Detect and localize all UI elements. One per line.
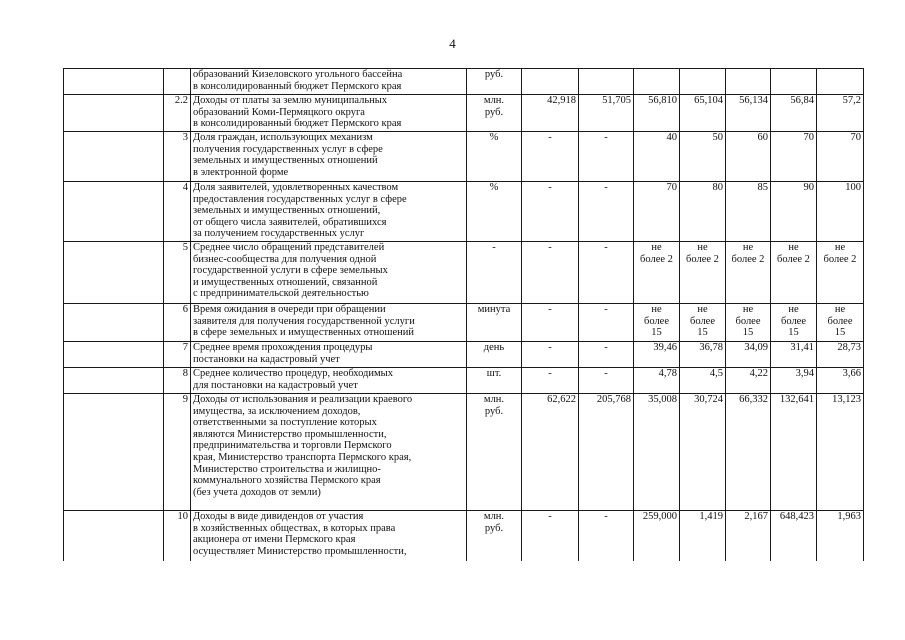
cell-text-line: для постановки на кадастровый учет — [193, 379, 358, 391]
outer-margin-cell — [64, 394, 164, 511]
cell-text-line: 15 — [651, 327, 662, 339]
cell-text-line: 50 — [712, 132, 723, 143]
table-row — [64, 182, 864, 242]
cell-text-line: в электронной форме — [193, 166, 289, 178]
row-number-cell: 10 — [164, 511, 191, 561]
value-cell — [771, 182, 817, 242]
value-cell — [634, 182, 680, 242]
indicator-name-cell — [191, 342, 467, 368]
value-cell — [726, 132, 771, 182]
cell-text-line: края, Министерство транспорта Пермского края, — [193, 451, 412, 463]
cell-text-line: - — [548, 342, 552, 353]
cell-text-line: Доля заявителей, удовлетворенных качеством — [193, 182, 399, 193]
value-cell — [680, 368, 726, 394]
value-cell — [771, 511, 817, 561]
row-number-cell: 3 — [164, 132, 191, 182]
cell-text-line: Среднее количество процедур, необходимых — [193, 368, 393, 379]
value-cell — [579, 95, 634, 132]
row-number-cell — [164, 69, 191, 95]
cell-text-line: 15 — [834, 327, 846, 339]
cell-text-line: 57,2 — [842, 95, 861, 106]
cell-text-line: - — [604, 132, 608, 143]
unit-cell — [467, 368, 522, 394]
value-cell — [726, 342, 771, 368]
cell-text-line: более — [643, 315, 669, 327]
cell-text-line: 15 — [697, 327, 708, 339]
cell-text-line: более — [780, 315, 806, 327]
cell-text-line: Доходы от платы за землю муниципальных — [193, 95, 388, 106]
cell-text-line: 132,641 — [779, 394, 814, 405]
row-number-cell: 9 — [164, 394, 191, 511]
value-cell — [579, 132, 634, 182]
cell-text-line: не — [651, 304, 662, 315]
cell-text-line: более 2 — [777, 253, 810, 265]
value-cell — [771, 368, 817, 394]
cell-text-line: 66,332 — [739, 394, 768, 405]
value-cell — [579, 304, 634, 342]
cell-text-line: 31,41 — [790, 342, 814, 353]
cell-text-line: руб. — [484, 106, 504, 118]
cell-text-line: 15 — [742, 327, 754, 339]
cell-text-line: земельных и имущественных отношений — [193, 155, 378, 167]
cell-text-line: Министерство строительства и жилищно- — [193, 463, 381, 475]
table-row — [64, 368, 864, 394]
value-cell — [771, 342, 817, 368]
cell-text-line: 90 — [803, 182, 814, 193]
outer-margin-cell — [64, 69, 164, 95]
cell-text-line: 62,622 — [547, 394, 576, 405]
cell-text-line: предоставления государственных услуг в сфере — [193, 193, 407, 205]
cell-text-line: Доходы в виде дивидендов от участия — [193, 511, 364, 522]
cell-text-line: предпринимательства и торговли Пермского — [193, 440, 392, 452]
cell-text-line: Доля граждан, использующих механизм — [193, 132, 373, 143]
cell-text-line: более — [735, 315, 761, 327]
value-cell — [522, 304, 579, 342]
cell-text-line: - — [548, 132, 552, 143]
value-cell — [726, 182, 771, 242]
cell-text-line: образований Коми-Пермяцкого округа — [193, 106, 365, 118]
cell-text-line: 85 — [757, 182, 768, 193]
cell-text-line: - — [604, 511, 608, 522]
cell-text-line: за получением государственных услуг — [193, 228, 365, 240]
value-cell — [726, 368, 771, 394]
value-cell — [817, 368, 864, 394]
outer-margin-cell — [64, 342, 164, 368]
cell-text-line: млн. — [483, 95, 505, 106]
cell-text-line: Доходы от использования и реализации краевого — [193, 394, 413, 405]
cell-text-line: не — [834, 304, 846, 315]
value-cell — [634, 304, 680, 342]
cell-text-line: 35,008 — [648, 394, 677, 405]
row-number-cell: 4 — [164, 182, 191, 242]
indicator-name-cell — [191, 394, 467, 511]
value-cell — [579, 511, 634, 561]
cell-text-line: 1,963 — [837, 511, 861, 522]
cell-text-line: % — [489, 132, 499, 143]
cell-text-line: в хозяйственных обществах, в которых права — [193, 522, 396, 534]
value-cell — [680, 182, 726, 242]
cell-text-line: 40 — [666, 132, 677, 143]
cell-text-line: 1,419 — [699, 511, 723, 522]
value-cell — [726, 304, 771, 342]
value-cell — [634, 69, 680, 95]
cell-text-line: 70 — [803, 132, 814, 143]
cell-text-line: руб. — [484, 69, 504, 80]
cell-text-line: не — [834, 242, 846, 253]
unit-cell — [467, 242, 522, 304]
cell-text-line: 2,167 — [744, 511, 768, 522]
value-cell — [634, 95, 680, 132]
value-cell — [579, 182, 634, 242]
value-cell — [634, 342, 680, 368]
value-cell — [680, 69, 726, 95]
cell-text-line: государственной услуги в сфере земельных — [193, 265, 388, 277]
cell-text-line: (без учета доходов от земли) — [193, 486, 321, 498]
row-number-cell: 2.2 — [164, 95, 191, 132]
row-number-cell: 8 — [164, 368, 191, 394]
cell-text-line: бизнес-сообщества для получения одной — [193, 253, 377, 265]
value-cell — [579, 242, 634, 304]
cell-text-line: земельных и имущественных отношений, — [193, 205, 381, 217]
cell-text-line: постановки на кадастровый учет — [193, 353, 340, 365]
cell-text-line: 56,134 — [739, 95, 768, 106]
value-cell — [817, 304, 864, 342]
cell-text-line: не — [788, 304, 799, 315]
value-cell — [680, 342, 726, 368]
table-row — [64, 511, 864, 561]
value-cell — [771, 132, 817, 182]
cell-text-line: - — [604, 342, 608, 353]
row-number-cell: 6 — [164, 304, 191, 342]
unit-cell — [467, 132, 522, 182]
cell-text-line: руб. — [484, 405, 504, 417]
value-cell — [522, 342, 579, 368]
cell-text-line: 70 — [666, 182, 677, 193]
cell-text-line: от общего числа заявителей, обратившихся — [193, 216, 387, 228]
cell-text-line: 3,94 — [795, 368, 814, 379]
cell-text-line: минута — [477, 304, 511, 315]
cell-text-line: 56,810 — [648, 95, 677, 106]
indicator-name-cell — [191, 511, 467, 561]
cell-text-line: более 2 — [731, 253, 765, 265]
outer-margin-cell — [64, 304, 164, 342]
table-row — [64, 304, 864, 342]
cell-text-line: млн. — [483, 394, 505, 405]
value-cell — [726, 242, 771, 304]
cell-text-line: 4,5 — [709, 368, 723, 379]
table-row — [64, 69, 864, 95]
value-cell — [579, 394, 634, 511]
unit-cell — [467, 342, 522, 368]
cell-text-line: осуществляет Министерство промышленности, — [193, 545, 407, 557]
cell-text-line: получения государственных услуг в сфере — [193, 143, 383, 155]
cell-text-line: и имущественных отношений, связанной — [193, 276, 378, 288]
indicator-name-cell — [191, 182, 467, 242]
cell-text-line: - — [548, 511, 552, 522]
value-cell — [522, 95, 579, 132]
row-number-cell: 5 — [164, 242, 191, 304]
value-cell — [634, 394, 680, 511]
value-cell — [771, 95, 817, 132]
value-cell — [726, 95, 771, 132]
value-cell — [522, 69, 579, 95]
indicator-name-cell — [191, 242, 467, 304]
cell-text-line: - — [604, 182, 608, 193]
cell-text-line: 56,84 — [790, 95, 814, 106]
outer-margin-cell — [64, 368, 164, 394]
table-row — [64, 132, 864, 182]
value-cell — [634, 242, 680, 304]
value-cell — [817, 394, 864, 511]
value-cell — [579, 69, 634, 95]
value-cell — [680, 132, 726, 182]
cell-text-line: млн. — [483, 511, 505, 522]
value-cell — [522, 511, 579, 561]
cell-text-line: 4,22 — [749, 368, 768, 379]
value-cell — [634, 132, 680, 182]
cell-text-line: ответственными за поступление которых — [193, 417, 377, 429]
value-cell — [726, 394, 771, 511]
cell-text-line: не — [742, 304, 754, 315]
cell-text-line: акционера от имени Пермского края — [193, 534, 356, 546]
cell-text-line: более — [689, 315, 715, 327]
table-row — [64, 342, 864, 368]
cell-text-line: в консолидированный бюджет Пермского края — [193, 118, 402, 130]
cell-text-line: 60 — [757, 132, 768, 143]
cell-text-line: в консолидированный бюджет Пермского края — [193, 80, 402, 92]
value-cell — [634, 511, 680, 561]
value-cell — [817, 242, 864, 304]
outer-margin-cell — [64, 182, 164, 242]
cell-text-line: с предпринимательской деятельностью — [193, 288, 369, 300]
unit-cell — [467, 182, 522, 242]
table-row — [64, 95, 864, 132]
cell-text-line: 34,09 — [744, 342, 768, 353]
cell-text-line: более — [827, 315, 853, 327]
page-number: 4 — [449, 36, 456, 51]
cell-text-line: не — [742, 242, 754, 253]
row-number-cell: 7 — [164, 342, 191, 368]
cell-text-line: Среднее число обращений представителей — [193, 242, 385, 253]
cell-text-line: - — [548, 368, 552, 379]
value-cell — [817, 95, 864, 132]
value-cell — [680, 304, 726, 342]
cell-text-line: 205,768 — [596, 394, 631, 405]
unit-cell — [467, 69, 522, 95]
value-cell — [522, 182, 579, 242]
value-cell — [522, 394, 579, 511]
cell-text-line: 648,423 — [779, 511, 814, 522]
cell-text-line: более 2 — [686, 253, 719, 265]
indicator-name-cell — [191, 132, 467, 182]
value-cell — [522, 368, 579, 394]
value-cell — [771, 394, 817, 511]
cell-text-line: 259,000 — [642, 511, 677, 522]
cell-text-line: 80 — [712, 182, 723, 193]
cell-text-line: 4,78 — [658, 368, 677, 379]
indicator-name-cell — [191, 304, 467, 342]
indicator-name-cell — [191, 368, 467, 394]
cell-text-line: имущества, за исключением доходов, — [193, 405, 361, 417]
value-cell — [771, 242, 817, 304]
cell-text-line: коммунального хозяйства Пермского края — [193, 475, 381, 487]
cell-text-line: являются Министерство промышленности, — [193, 428, 387, 440]
indicator-table — [63, 68, 864, 561]
cell-text-line: 13,123 — [832, 394, 861, 405]
cell-text-line: 15 — [788, 327, 799, 339]
value-cell — [522, 132, 579, 182]
cell-text-line: руб. — [484, 522, 504, 534]
cell-text-line: % — [489, 182, 499, 193]
cell-text-line: - — [604, 242, 608, 253]
cell-text-line: - — [604, 368, 608, 379]
cell-text-line: не — [697, 304, 708, 315]
cell-text-line: не — [788, 242, 799, 253]
cell-text-line: Время ожидания в очереди при обращении — [193, 304, 386, 315]
cell-text-line: 3,66 — [842, 368, 861, 379]
cell-text-line: в сфере земельных и имущественных отношений — [193, 327, 414, 339]
value-cell — [726, 69, 771, 95]
cell-text-line: - — [548, 304, 552, 315]
cell-text-line: 65,104 — [694, 95, 723, 106]
indicator-name-cell — [191, 69, 467, 95]
value-cell — [680, 242, 726, 304]
value-cell — [579, 368, 634, 394]
outer-margin-cell — [64, 95, 164, 132]
unit-cell — [467, 304, 522, 342]
value-cell — [579, 342, 634, 368]
cell-text-line: 39,46 — [653, 342, 677, 353]
outer-margin-cell — [64, 511, 164, 561]
cell-text-line: 28,73 — [837, 342, 861, 353]
cell-text-line: - — [548, 242, 552, 253]
value-cell — [817, 182, 864, 242]
unit-cell — [467, 511, 522, 561]
value-cell — [817, 342, 864, 368]
cell-text-line: Среднее время прохождения процедуры — [193, 342, 373, 353]
cell-text-line: более 2 — [823, 253, 857, 265]
indicator-name-cell — [191, 95, 467, 132]
cell-text-line: заявителя для получения государственной услуги — [193, 315, 415, 327]
cell-text-line: 100 — [845, 182, 861, 193]
value-cell — [817, 69, 864, 95]
value-cell — [817, 511, 864, 561]
cell-text-line: - — [604, 304, 608, 315]
cell-text-line: 30,724 — [694, 394, 723, 405]
value-cell — [817, 132, 864, 182]
value-cell — [726, 511, 771, 561]
value-cell — [680, 511, 726, 561]
value-cell — [771, 304, 817, 342]
cell-text-line: 42,918 — [547, 95, 576, 106]
value-cell — [680, 394, 726, 511]
cell-text-line: более 2 — [640, 253, 673, 265]
table-row — [64, 394, 864, 511]
cell-text-line: день — [483, 342, 505, 353]
value-cell — [634, 368, 680, 394]
outer-margin-cell — [64, 242, 164, 304]
value-cell — [771, 69, 817, 95]
cell-text-line: не — [697, 242, 708, 253]
unit-cell — [467, 394, 522, 511]
cell-text-line: - — [492, 242, 496, 253]
cell-text-line: - — [548, 182, 552, 193]
value-cell — [680, 95, 726, 132]
cell-text-line: шт. — [486, 368, 502, 379]
cell-text-line: 70 — [850, 132, 861, 143]
cell-text-line: 36,78 — [699, 342, 723, 353]
table-row — [64, 242, 864, 304]
outer-margin-cell — [64, 132, 164, 182]
unit-cell — [467, 95, 522, 132]
cell-text-line: 51,705 — [602, 95, 631, 106]
cell-text-line: образований Кизеловского угольного бассейна — [193, 69, 403, 80]
value-cell — [522, 242, 579, 304]
cell-text-line: не — [651, 242, 662, 253]
